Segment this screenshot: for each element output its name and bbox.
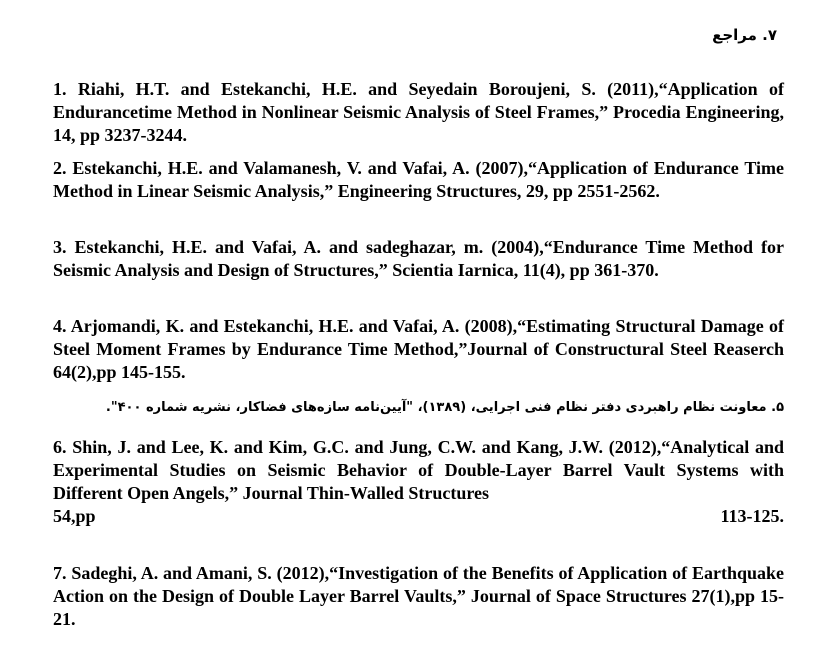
reference-6 <box>53 436 784 528</box>
reference-6-body: 6. Shin, J. and Lee, K. and Kim, G.C. and Jung, C.W. and Kang, J.W. (2012),“Analytical and Experimental Studies on Seismic Behavior of Double-Layer Barrel Vault Systems with Different Open Angels,” Journal Thin-Walled Structures <box>53 437 784 503</box>
reference-3: 3. Estekanchi, H.E. and Vafai, A. and sadeghazar, m. (2004),“Endurance Time Method for Seismic Analysis and Design of Structures,” Scientia Iarnica, 11(4), pp 361-370. <box>53 237 784 280</box>
references-heading: ۷. مراجع <box>712 26 777 44</box>
reference-6-last-line <box>53 505 784 528</box>
reference-4: 4. Arjomandi, K. and Estekanchi, H.E. and Vafai, A. (2008),“Estimating Structural Damage of Steel Moment Frames by Endurance Time Method,”Journal of Constructural Steel Reaserch 64(2),pp 145-155. <box>53 316 784 382</box>
reference-2: 2. Estekanchi, H.E. and Valamanesh, V. and Vafai, A. (2007),“Application of Endurance Time Method in Linear Seismic Analysis,” Engineering Structures, 29, pp 2551-2562. <box>53 158 784 201</box>
reference-7: 7. Sadeghi, A. and Amani, S. (2012),“Investigation of the Benefits of Application of Earthquake Action on the Design of Double Layer Barrel Vaults,” Journal of Space Structures 27(1),pp 15-21. <box>53 563 784 629</box>
reference-6-volume: 54,pp <box>53 506 96 526</box>
reference-1: 1. Riahi, H.T. and Estekanchi, H.E. and Seyedain Boroujeni, S. (2011),“Application of Endurancetime Method in Nonlinear Seismic Analysis of Steel Frames,” Procedia Engineering, 14, pp 3237-3244. <box>53 79 784 145</box>
reference-5-persian: ۵. معاونت نظام راهبردی دفتر نظام فنی اجرایی، (۱۳۸۹)، "آیین‌نامه سازه‌های فضاکار، نشریه شماره ۴۰۰". <box>105 400 784 415</box>
reference-6-pages: 113-125. <box>720 506 784 526</box>
